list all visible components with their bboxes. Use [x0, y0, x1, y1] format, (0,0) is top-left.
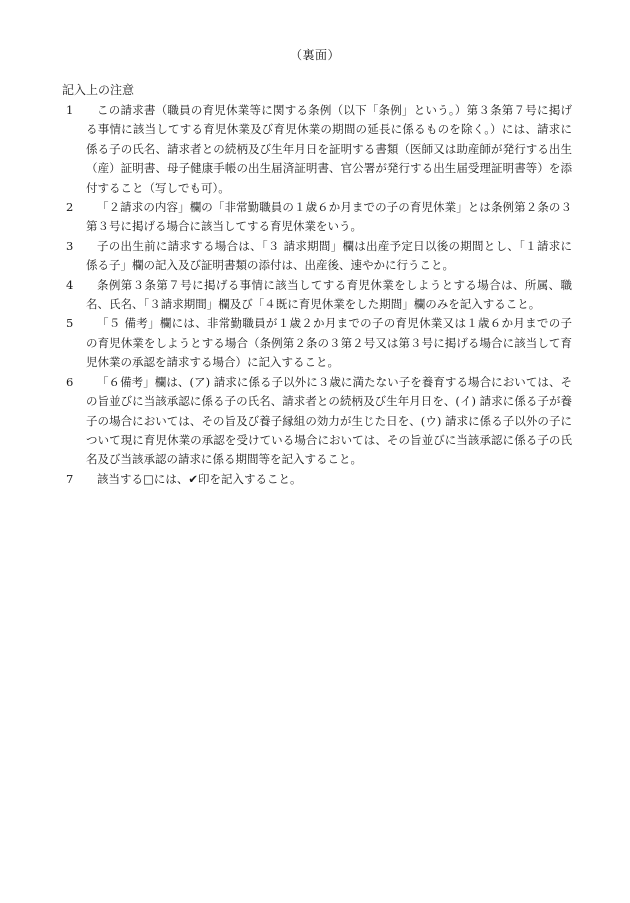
note-item [62, 373, 572, 470]
note-item [62, 237, 572, 276]
notes-heading: 記入上の注意 [62, 83, 135, 97]
note-text: 「６備考」欄は、(ア) 請求に係る子以外に３歳に満たない子を養育する場合においては、その旨並びに当該承認に係る子の氏名、請求者との続柄及び生年月日を、(イ) 請求に係る子が養子の場合においては、その旨及び養子縁組の効力が生じた日を、(ウ) 請求に係る子以外の子について現に育児休業の承認を受けている場合においては、その旨並びに当該承認に係る子の氏名及び当該承認の請求に係る期間等を記入すること。 [86, 374, 572, 467]
note-number: 2 [66, 200, 74, 215]
note-number: 5 [66, 316, 74, 331]
note-item [62, 314, 572, 372]
note-item [62, 470, 572, 489]
note-number: 7 [66, 471, 74, 486]
note-item [62, 198, 572, 237]
note-text: 該当する□には、✔印を記入すること。 [97, 471, 302, 486]
notes-list [62, 101, 572, 489]
note-item [62, 276, 572, 315]
note-item [62, 101, 572, 198]
note-number: 6 [66, 374, 74, 389]
note-text: 「５ 備考」欄には、非常勤職員が１歳２か月までの子の育児休業又は１歳６か月までの子の育児休業をしようとする場合（条例第２条の３第２号又は第３号に掲げる場合に該当して育児休業の承認を請求する場合）に記入すること。 [86, 316, 572, 370]
note-text: この請求書（職員の育児休業等に関する条例（以下「条例」という。）第３条第７号に掲げる事情に該当してする育児休業及び育児休業の期間の延長に係るものを除く。）には、請求に係る子の氏名、請求者との続柄及び生年月日を証明する書類（医師又は助産師が発行する出生（産）証明書、母子健康手帳の出生届済証明書、官公署が発行する出生届受理証明書等）を添付すること（写しでも可）。 [86, 103, 572, 195]
note-number: 3 [66, 238, 74, 253]
note-number: 1 [66, 103, 74, 117]
note-text: 子の出生前に請求する場合は、「３ 請求期間」欄は出産予定日以後の期間とし、「１請求に係る子」欄の記入及び証明書類の添付は、出産後、速やかに行うこと。 [86, 238, 572, 273]
note-text: 条例第３条第７号に掲げる事情に該当してする育児休業をしようとする場合は、所属、職名、氏名、「３請求期間」欄及び「４既に育児休業をした期間」欄のみを記入すること。 [86, 277, 572, 312]
page-title: （裏面） [289, 48, 340, 62]
note-text: 「２請求の内容」欄の「非常勤職員の１歳６か月までの子の育児休業」とは条例第２条の３第３号に掲げる場合に該当してする育児休業をいう。 [86, 200, 572, 234]
note-number: 4 [66, 277, 74, 292]
